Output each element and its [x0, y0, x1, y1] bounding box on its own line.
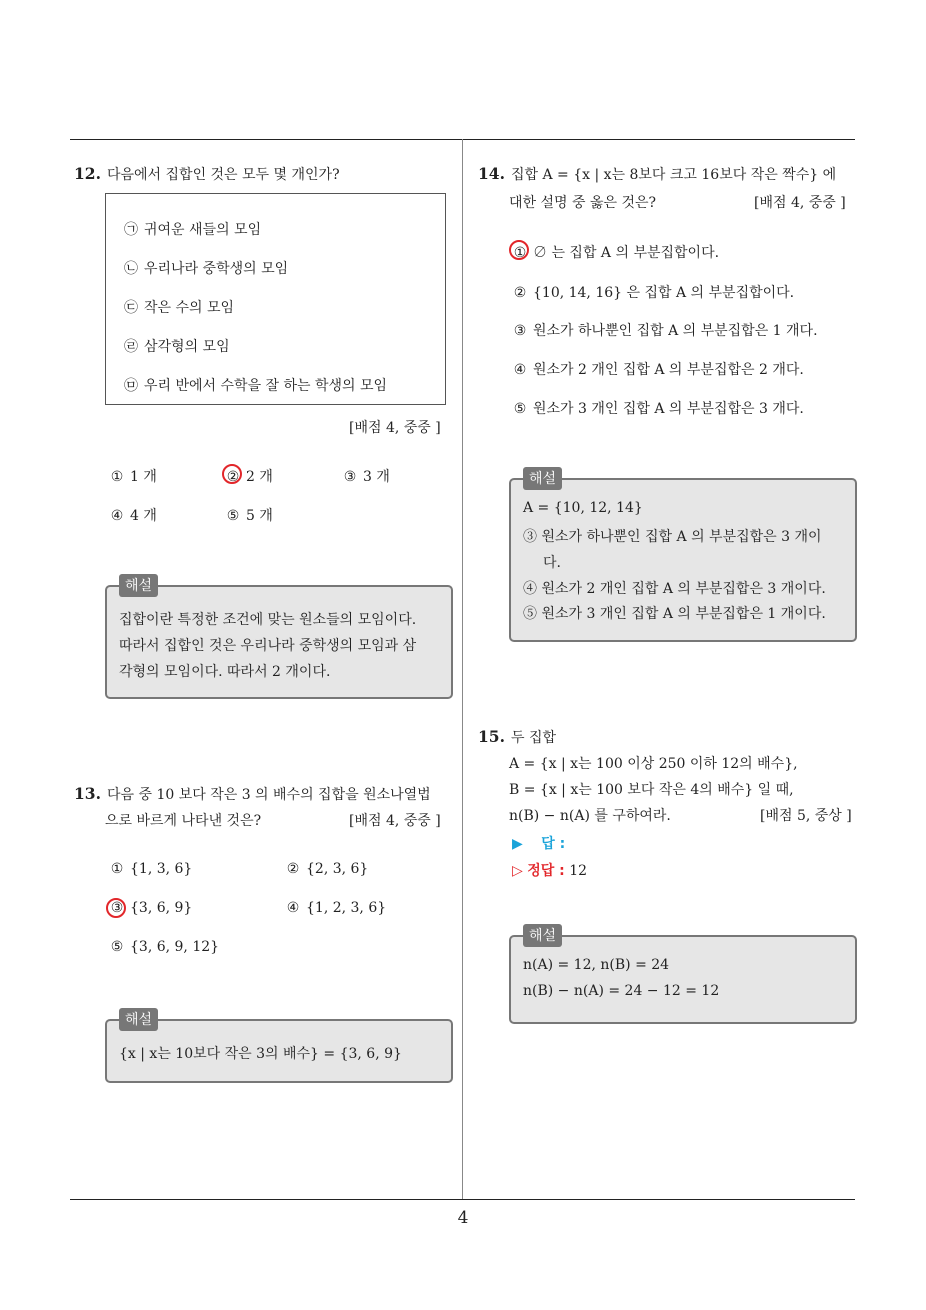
- q14-choice-4[interactable]: ④ 원소가 2 개인 집합 A 의 부분집합은 2 개다.: [513, 362, 804, 378]
- q13-choice-5[interactable]: ⑤ {3, 6, 9, 12}: [110, 939, 220, 955]
- answer-label: 답 :: [541, 836, 566, 852]
- correct-value: 12: [569, 863, 588, 879]
- outline-arrow-icon: ▷: [512, 863, 523, 879]
- q12-choice-1[interactable]: ① 1 개: [110, 469, 157, 485]
- q15-text-line4: n(B) − n(A) 를 구하여라.: [509, 808, 671, 824]
- column-divider: [462, 139, 463, 1200]
- q12-choice-4[interactable]: ④ 4 개: [110, 508, 157, 524]
- q13-choice-1[interactable]: ① {1, 3, 6}: [110, 861, 193, 877]
- q14-number: 14.: [478, 164, 505, 183]
- solution-line: n(A) = 12, n(B) = 24: [523, 957, 670, 973]
- play-arrow-icon: ▶: [512, 836, 523, 852]
- q12-text: 다음에서 집합인 것은 모두 몇 개인가?: [106, 167, 340, 183]
- q12-condition: ㉡ 우리나라 중학생의 모임: [124, 261, 289, 277]
- q15-answer-row: [512, 833, 565, 853]
- solution-line: {x | x는 10보다 작은 3의 배수} = {3, 6, 9}: [119, 1046, 402, 1062]
- q15-solution-box: [509, 935, 857, 1024]
- solution-line: ⑤ 원소가 3 개인 집합 A 의 부분집합은 1 개이다.: [523, 606, 826, 622]
- q12-choice-3[interactable]: ③ 3 개: [343, 469, 390, 485]
- q15-score: [배점 5, 중상 ]: [760, 808, 852, 824]
- q13-text-line2: 으로 바르게 나타낸 것은?: [105, 813, 262, 829]
- solution-line: n(B) − n(A) = 24 − 12 = 12: [523, 983, 720, 999]
- solution-line: ③ 원소가 하나뿐인 집합 A 의 부분집합은 3 개이: [523, 529, 822, 545]
- q15-question: [478, 727, 556, 747]
- q12-choice-2[interactable]: ② 2 개: [226, 469, 273, 485]
- q12-solution-box: [105, 585, 453, 699]
- q14-choice-1[interactable]: ① ∅ 는 집합 A 의 부분집합이다.: [513, 245, 720, 261]
- q13-number: 13.: [74, 784, 101, 803]
- q15-correct-row: [512, 860, 587, 880]
- correct-label: 정답 :: [527, 863, 565, 879]
- q13-choice-3[interactable]: ③ {3, 6, 9}: [110, 900, 193, 916]
- solution-line: 다.: [543, 555, 561, 571]
- q12-number: 12.: [74, 164, 101, 183]
- q14-choice-2[interactable]: ② {10, 14, 16} 은 집합 A 의 부분집합이다.: [513, 285, 795, 301]
- q12-condition: ㉠ 귀여운 새들의 모임: [124, 222, 262, 238]
- q12-condition: ㉢ 작은 수의 모임: [124, 300, 235, 316]
- q14-text-line2: 대한 설명 중 옳은 것은?: [509, 195, 657, 211]
- solution-line: ④ 원소가 2 개인 집합 A 의 부분집합은 3 개이다.: [523, 581, 826, 597]
- q14-text-line1: 집합 A = {x | x는 8보다 크고 16보다 작은 짝수} 에: [510, 167, 837, 183]
- q12-question: [74, 164, 340, 184]
- q14-solution-tag: 해설: [523, 467, 562, 490]
- q12-choice-5[interactable]: ⑤ 5 개: [226, 508, 273, 524]
- q14-score: [배점 4, 중중 ]: [754, 195, 846, 211]
- q15-text-line2: A = {x | x는 100 이상 250 이하 12의 배수},: [509, 756, 798, 772]
- q12-condition: ㉣ 삼각형의 모임: [124, 339, 230, 355]
- q15-text-line1: 두 집합: [510, 730, 556, 746]
- q15-text-line3: B = {x | x는 100 보다 작은 4의 배수} 일 때,: [509, 782, 794, 798]
- q13-score: [배점 4, 중중 ]: [349, 813, 441, 829]
- solution-line: 따라서 집합인 것은 우리나라 중학생의 모임과 삼: [119, 638, 417, 654]
- q12-score: [배점 4, 중중 ]: [349, 420, 441, 436]
- solution-line: 각형의 모임이다. 따라서 2 개이다.: [119, 664, 331, 680]
- q15-number: 15.: [478, 727, 505, 746]
- q14-question: [478, 164, 836, 184]
- q13-question: [74, 784, 431, 804]
- solution-line: A = {10, 12, 14}: [523, 500, 643, 516]
- q12-condition-box: [105, 193, 446, 405]
- solution-line: 집합이란 특정한 조건에 맞는 원소들의 모임이다.: [119, 612, 417, 628]
- q15-solution-tag: 해설: [523, 924, 562, 947]
- q12-solution-tag: 해설: [119, 574, 158, 597]
- q13-text-line1: 다음 중 10 보다 작은 3 의 배수의 집합을 원소나열법: [106, 787, 431, 803]
- q14-solution-box: [509, 478, 857, 642]
- bottom-rule: [70, 1199, 855, 1200]
- q13-choice-2[interactable]: ② {2, 3, 6}: [286, 861, 369, 877]
- q13-choice-4[interactable]: ④ {1, 2, 3, 6}: [286, 900, 387, 916]
- q14-choice-3[interactable]: ③ 원소가 하나뿐인 집합 A 의 부분집합은 1 개다.: [513, 323, 818, 339]
- q12-condition: ㉤ 우리 반에서 수학을 잘 하는 학생의 모임: [124, 378, 388, 394]
- q14-choice-5[interactable]: ⑤ 원소가 3 개인 집합 A 의 부분집합은 3 개다.: [513, 401, 804, 417]
- page-number: 4: [457, 1208, 469, 1228]
- q13-solution-tag: 해설: [119, 1008, 158, 1031]
